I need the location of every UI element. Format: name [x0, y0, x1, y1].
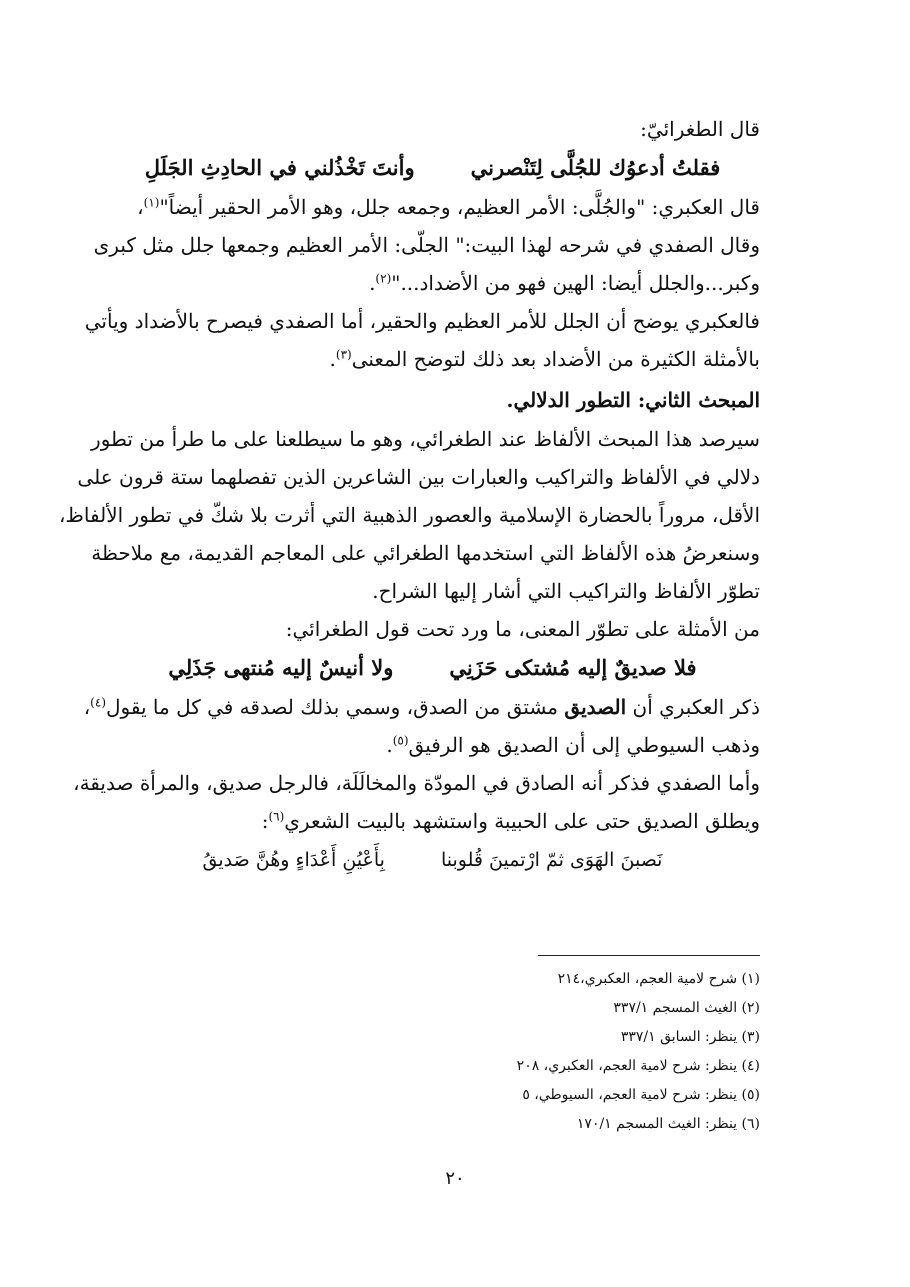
paragraph-development-line-4: وسنعرضُ هذه الألفاظ التي استخدمها الطغرائي على المعاجم القديمة، مع ملاحظة — [91, 541, 760, 565]
paragraph-sadiq-line-1-start: ذكر العكبري أن — [632, 695, 760, 719]
footnote-separator — [538, 955, 760, 956]
paragraph-safadi-line-2 — [105, 264, 760, 302]
paragraph-akbari-quote — [105, 188, 760, 226]
footnote-ref-6[interactable]: (٦) — [268, 809, 285, 824]
keyword-sadiq: الصديق — [564, 695, 627, 719]
paragraph-safadi-sadiq-line-2-text: ويطلق الصديق حتى على الحبيبة واستشهد بالبيت الشعري — [284, 809, 760, 833]
footnote-4: (٤) ينظر: شرح لامية العجم، العكبري، ٢٠٨ — [516, 1058, 760, 1074]
paragraph-examples-intro: من الأمثلة على تطوّر المعنى، ما ورد تحت قول الطغرائي: — [285, 617, 760, 641]
footnote-5: (٥) ينظر: شرح لامية العجم، السيوطي، ٥ — [522, 1087, 760, 1103]
paragraph-development-line-5: تطوّر الألفاظ والتراكيب التي أشار إليها الشراح. — [372, 579, 760, 603]
paragraph-sadiq-line-2 — [105, 726, 760, 764]
paragraph-sadiq-line-2-text: وذهب السيوطي إلى أن الصديق هو الرفيق — [408, 733, 760, 757]
verse-3 — [105, 840, 760, 880]
paragraph-sadiq-line-1 — [83, 688, 760, 726]
paragraph-safadi-line-2-text: وكبر...والجلل أيضا: الهين فهو من الأضداد..." — [391, 271, 760, 295]
footnote-1: (١) شرح لامية العجم، العكبري،٢١٤ — [557, 971, 760, 987]
verse-2-first-hemistich: فلا صديقٌ إليه مُشتكى حَزَنِي — [449, 655, 697, 680]
paragraph-akbari-text: قال العكبري: "والجُلَّى: الأمر العظيم، وجمعه جلل، وهو الأمر الحقير أيضاً" — [159, 195, 760, 219]
paragraph-sadiq-line-1-rest: مشتق من الصدق، وسمي بذلك لصدقه في كل ما يقول — [106, 695, 559, 719]
paragraph-sadiq-line-2-tail: . — [386, 733, 393, 757]
verse-2-second-hemistich: ولا أنيسٌ إليه مُنتهى جَذَلِي — [168, 655, 394, 680]
verse-3-second-hemistich: بِأَعْيُنِ أَعْدَاءٍ وهُنَّ صَديقُ — [202, 849, 385, 871]
footnote-3: (٣) ينظر: السابق ٣٣٧/١ — [620, 1029, 760, 1045]
paragraph-safadi-sadiq-line-2 — [105, 802, 760, 840]
footnote-6: (٦) ينظر: الغيث المسجم ١٧٠/١ — [576, 1116, 760, 1132]
paragraph-sadiq-line-1-tail: ، — [83, 695, 91, 719]
footnote-ref-5[interactable]: (٥) — [392, 733, 409, 748]
verse-2 — [105, 648, 760, 688]
intro-line: قال الطغرائيّ: — [640, 117, 760, 141]
footnotes — [360, 965, 760, 1139]
paragraph-comparison-line-2-text: بالأمثلة الكثيرة من الأضداد بعد ذلك لتوضح المعنى — [351, 347, 760, 371]
footnote-ref-3[interactable]: (٣) — [335, 347, 352, 362]
page-number: ٢٠ — [445, 1168, 465, 1189]
verse-1-second-hemistich: وأنتَ تَخْذُلني في الحادِثِ الجَلَلِ — [144, 155, 415, 180]
paragraph-comparison-tail: . — [329, 347, 336, 371]
verse-1 — [105, 148, 760, 188]
footnote-ref-1[interactable]: (١) — [143, 195, 160, 210]
footnote-ref-2[interactable]: (٢) — [375, 271, 392, 286]
footnote-ref-4[interactable]: (٤) — [90, 695, 106, 710]
verse-1-first-hemistich: فقلتُ أدعوُك للجُلَّى لِتَنْصرني — [470, 155, 721, 180]
paragraph-akbari-tail: ، — [137, 195, 144, 219]
paragraph-safadi-sadiq-tail: : — [261, 809, 269, 833]
footnote-2: (٢) الغيث المسجم ٣٣٧/١ — [613, 1000, 760, 1016]
paragraph-development-line-3: الأقل، مروراً بالحضارة الإسلامية والعصور الذهبية التي أثرت بلا شكّ في تطور الألفاظ، — [58, 503, 760, 527]
paragraph-safadi-line-1: وقال الصفدي في شرحه لهذا البيت:" الجلّى: الأمر العظيم وجمعها جلل مثل كبرى — [93, 233, 760, 257]
section-heading: المبحث الثاني: التطور الدلالي. — [506, 388, 760, 412]
paragraph-comparison-line-1: فالعكبري يوضح أن الجلل للأمر العظيم والحقير، أما الصفدي فيصرح بالأضداد ويأتي — [84, 309, 760, 333]
paragraph-development-line-1: سيرصد هذا المبحث الألفاظ عند الطغرائي، وهو ما سيطلعنا على ما طرأ من تطور — [91, 427, 760, 451]
paragraph-comparison-line-2 — [105, 340, 760, 378]
paragraph-development-line-2: دلالي في الألفاظ والتراكيب والعبارات بين الشاعرين الذين تفصلهما ستة قرون على — [77, 465, 760, 489]
verse-3-first-hemistich: نَصبنَ الهَوَى ثمّ ارْتمينَ قُلوبنا — [440, 849, 663, 871]
paragraph-safadi-tail: . — [369, 271, 376, 295]
paragraph-safadi-sadiq-line-1: وأما الصفدي فذكر أنه الصادق في المودّة والمخالَلَة، فالرجل صديق، والمرأة صديقة، — [73, 771, 760, 795]
